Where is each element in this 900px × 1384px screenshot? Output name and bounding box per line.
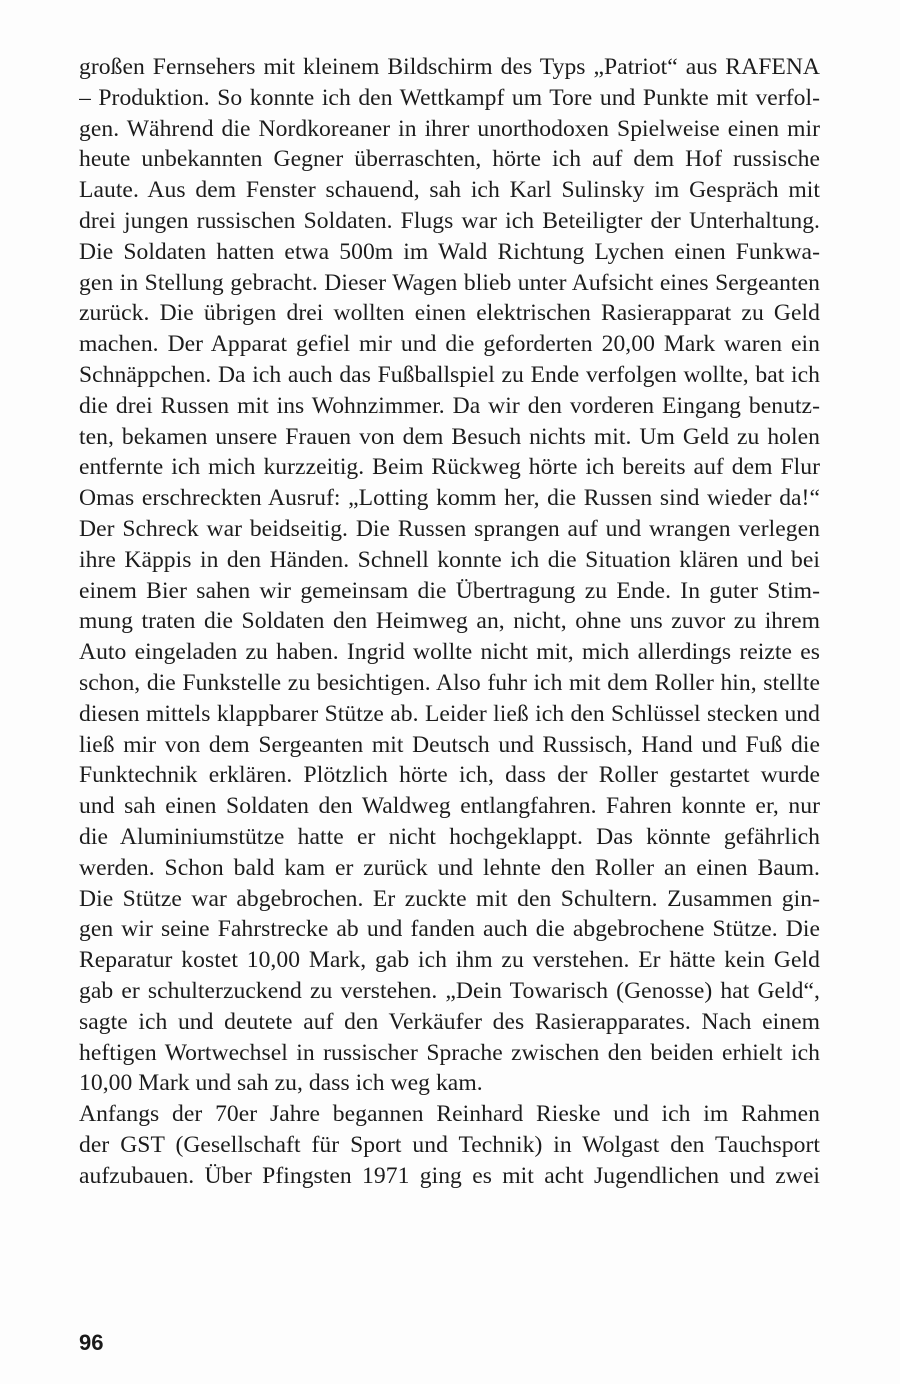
- text-line: Der Schreck war beidseitig. Die Russen sprangen auf und wrangen verlegen: [79, 515, 820, 542]
- text-line: heftigen Wortwechsel in russischer Sprache zwischen den beiden erhielt ich: [79, 1039, 820, 1066]
- text-line: zurück. Die übrigen drei wollten einen elektrischen Rasierapparat zu Geld: [79, 300, 820, 327]
- text-line: und sah einen Soldaten den Waldweg entlangfahren. Fahren konnte er, nur: [79, 793, 820, 820]
- text-line: gen wir seine Fahrstrecke ab und fanden auch die abgebrochene Stütze. Die: [79, 916, 820, 943]
- text-line: diesen mittels klappbarer Stütze ab. Leider ließ ich den Schlüssel stecken und: [79, 700, 820, 727]
- text-line: Auto eingeladen zu haben. Ingrid wollte nicht mit, mich allerdings reizte es: [79, 639, 820, 666]
- text-line: großen Fernsehers mit kleinem Bildschirm des Typs „Patriot“ aus RAFENA: [79, 54, 820, 80]
- text-line: einem Bier sahen wir gemeinsam die Übertragung zu Ende. In guter Stim-: [79, 577, 820, 604]
- text-line: Omas erschreckten Ausruf: „Lotting komm her, die Russen sind wieder da!“: [79, 485, 820, 512]
- text-line: entfernte ich mich kurzzeitig. Beim Rückweg hörte ich bereits auf dem Flur: [79, 454, 820, 481]
- text-line: ließ mir von dem Sergeanten mit Deutsch und Russisch, Hand und Fuß die: [79, 731, 820, 758]
- text-line: der GST (Gesellschaft für Sport und Technik) in Wolgast den Tauchsport: [79, 1131, 820, 1158]
- text-line: sagte ich und deutete auf den Verkäufer des Rasierapparates. Nach einem: [79, 1008, 820, 1035]
- text-line: machen. Der Apparat gefiel mir und die geforderten 20,00 Mark waren ein: [79, 331, 820, 358]
- paragraph-end-line: 10,00 Mark und sah zu, dass ich weg kam.: [79, 1070, 483, 1097]
- page-number: 96: [79, 1330, 104, 1355]
- text-line: schon, die Funkstelle zu besichtigen. Also fuhr ich mit dem Roller hin, stellte: [79, 669, 820, 696]
- text-line: gen in Stellung gebracht. Dieser Wagen blieb unter Aufsicht eines Sergeanten: [79, 269, 820, 296]
- text-line: aufzubauen. Über Pfingsten 1971 ging es mit acht Jugendlichen und zwei: [79, 1162, 820, 1189]
- text-line: ihre Käppis in den Händen. Schnell konnte ich die Situation klären und bei: [79, 546, 820, 573]
- text-line: Funktechnik erklären. Plötzlich hörte ich, dass der Roller gestartet wurde: [79, 762, 820, 789]
- text-line: Anfangs der 70er Jahre begannen Reinhard Rieske und ich im Rahmen: [79, 1101, 820, 1128]
- text-line: drei jungen russischen Soldaten. Flugs war ich Beteiligter der Unterhaltung.: [79, 207, 820, 234]
- body-text: [79, 52, 820, 1191]
- text-line: die Aluminiumstütze hatte er nicht hochgeklappt. Das könnte gefährlich: [79, 823, 820, 850]
- text-line: gen. Während die Nordkoreaner in ihrer unorthodoxen Spielweise einen mir: [79, 115, 820, 142]
- text-line: gab er schulterzuckend zu verstehen. „Dein Towarisch (Genosse) hat Geld“,: [79, 977, 820, 1004]
- text-line: die drei Russen mit ins Wohnzimmer. Da wir den vorderen Eingang benutz-: [79, 392, 820, 419]
- text-line: Die Stütze war abgebrochen. Er zuckte mit den Schultern. Zusammen gin-: [79, 885, 820, 912]
- text-line: Reparatur kostet 10,00 Mark, gab ich ihm zu verstehen. Er hätte kein Geld: [79, 947, 820, 974]
- text-line: – Produktion. So konnte ich den Wettkampf um Tore und Punkte mit verfol-: [79, 84, 820, 111]
- text-line: Laute. Aus dem Fenster schauend, sah ich Karl Sulinsky im Gespräch mit: [79, 177, 820, 204]
- text-line: Die Soldaten hatten etwa 500m im Wald Richtung Lychen einen Funkwa-: [79, 238, 820, 265]
- text-line: ten, bekamen unsere Frauen von dem Besuch nichts mit. Um Geld zu holen: [79, 423, 820, 450]
- text-line: mung traten die Soldaten den Heimweg an, nicht, ohne uns zuvor zu ihrem: [79, 608, 820, 635]
- text-line: werden. Schon bald kam er zurück und lehnte den Roller an einen Baum.: [79, 854, 820, 881]
- text-line: Schnäppchen. Da ich auch das Fußballspiel zu Ende verfolgen wollte, bat ich: [79, 361, 820, 388]
- text-line: heute unbekannten Gegner überraschten, hörte ich auf dem Hof russische: [79, 146, 820, 173]
